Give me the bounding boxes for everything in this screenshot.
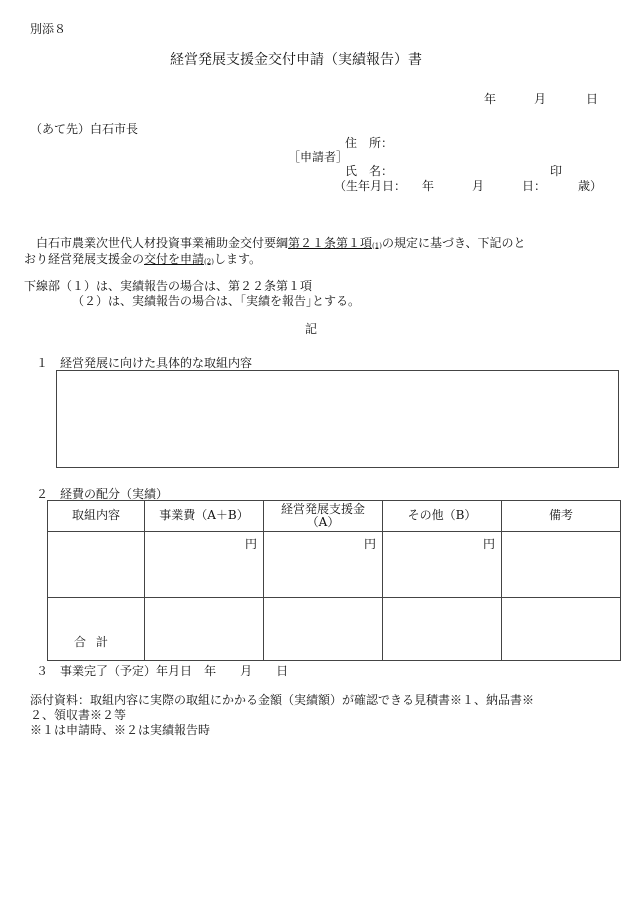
attachments-line-3: ※１は申請時、※２は実績報告時 bbox=[30, 723, 211, 737]
body-line-2: おり経営発展支援金の交付を申請(2)します。 bbox=[24, 252, 261, 266]
date-day: 日 bbox=[586, 92, 599, 106]
birth-label: （生年月日： bbox=[334, 179, 407, 193]
note-line-1: 下線部（１）は、実績報告の場合は、第２２条第１項 bbox=[24, 279, 313, 293]
birth-year: 年 bbox=[422, 179, 435, 193]
section-2-heading: ２ 経費の配分（実績） bbox=[36, 487, 169, 501]
total-support-fund bbox=[264, 598, 383, 661]
attachments-line-1: 添付資料：取組内容に実際の取組にかかる金額（実績額）が確認できる見積書※１、納品書※ bbox=[30, 693, 535, 707]
apply-ref: 交付を申請(2) bbox=[144, 252, 214, 266]
cell-remarks bbox=[502, 532, 621, 598]
date-month: 月 bbox=[534, 92, 547, 106]
header-remarks: 備考 bbox=[502, 501, 621, 532]
total-row bbox=[48, 598, 621, 661]
total-other bbox=[383, 598, 502, 661]
ki-heading: 記 bbox=[305, 322, 318, 336]
expense-table bbox=[47, 500, 621, 661]
table-row bbox=[48, 532, 621, 598]
section-3-line: ３ 事業完了（予定）年月日 年 月 日 bbox=[36, 664, 289, 678]
date-year: 年 bbox=[484, 92, 497, 106]
body-line-1: 白石市農業次世代人材投資事業補助金交付要綱第２１条第１項(1)の規定に基づき、下記のと bbox=[36, 236, 526, 250]
addressee: （あて先）白石市長 bbox=[30, 122, 139, 136]
note-line-2: （２）は、実績報告の場合は、｢実績を報告｣とする。 bbox=[72, 294, 361, 308]
page-title: 経営発展支援金交付申請（実績報告）書 bbox=[170, 52, 422, 68]
section-1-content-box bbox=[56, 370, 619, 468]
attachments-line-2: ２、領収書※２等 bbox=[30, 708, 127, 722]
total-project-cost bbox=[145, 598, 264, 661]
table-header-row bbox=[48, 501, 621, 532]
applicant-bracket-label: ［申請者］ bbox=[288, 150, 349, 164]
attachment-label: 別添８ bbox=[30, 22, 67, 36]
cell-activity bbox=[48, 532, 145, 598]
birth-day: 日： bbox=[522, 179, 547, 193]
seal-mark: 印 bbox=[550, 164, 563, 178]
address-label: 住 所： bbox=[345, 136, 394, 150]
header-project-cost: 事業費（A＋B） bbox=[145, 501, 264, 532]
header-activity: 取組内容 bbox=[48, 501, 145, 532]
cell-support-fund: 円 bbox=[264, 532, 383, 598]
birth-month: 月 bbox=[472, 179, 485, 193]
cell-other: 円 bbox=[383, 532, 502, 598]
age-label: 歳） bbox=[578, 179, 603, 193]
name-label: 氏 名： bbox=[345, 164, 394, 178]
total-label: 合計 bbox=[48, 598, 145, 661]
total-remarks bbox=[502, 598, 621, 661]
cell-project-cost: 円 bbox=[145, 532, 264, 598]
header-support-fund: 経営発展支援金（A） bbox=[264, 501, 383, 532]
article-ref: 第２１条第１項(1) bbox=[288, 236, 382, 250]
header-other: その他（B） bbox=[383, 501, 502, 532]
section-1-heading: １ 経営発展に向けた具体的な取組内容 bbox=[36, 356, 253, 370]
